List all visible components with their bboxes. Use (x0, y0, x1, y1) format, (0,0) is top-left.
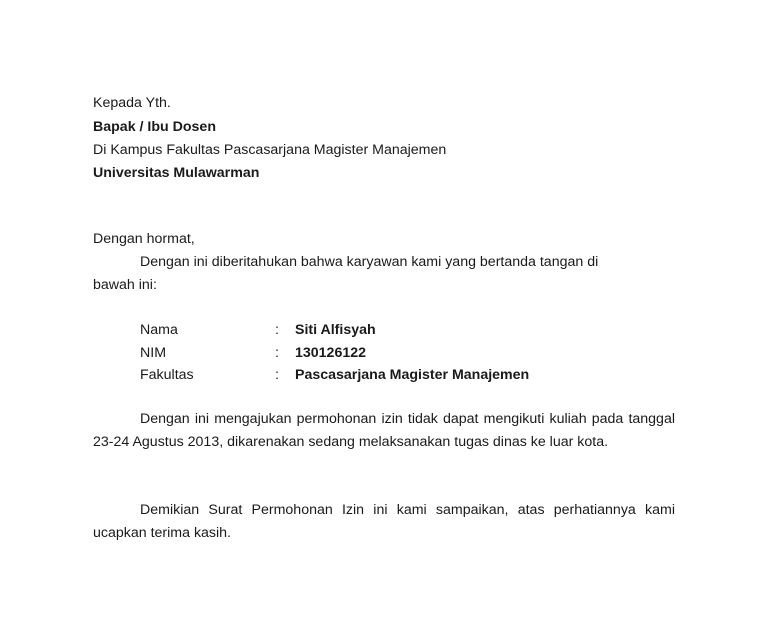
identity-separator: : (275, 367, 279, 383)
recipient-location: Di Kampus Fakultas Pascasarjana Magister Manajemen (93, 142, 447, 158)
intro-line-2: bawah ini: (93, 277, 157, 293)
closing-paragraph: Demikian Surat Permohonan Izin ini kami sampaikan, atas perhatiannya kami ucapkan terima kasih. (93, 502, 675, 541)
identity-label: NIM (140, 345, 167, 361)
greeting: Dengan hormat, (93, 231, 195, 247)
identity-separator: : (275, 322, 279, 338)
intro-line-1: Dengan ini diberitahukan bahwa karyawan kami yang bertanda tangan di (140, 254, 599, 270)
addressee: Bapak / Ibu Dosen (93, 119, 216, 135)
recipient-institution: Universitas Mulawarman (93, 165, 260, 181)
identity-value: Pascasarjana Magister Manajemen (295, 367, 530, 383)
salutation: Kepada Yth. (93, 95, 171, 111)
identity-value: 130126122 (295, 345, 367, 361)
identity-label: Nama (140, 322, 178, 338)
request-paragraph: Dengan ini mengajukan permohonan izin tidak dapat mengikuti kuliah pada tanggal 23-24 Agustus 2013, dikarenakan sedang melaksanakan tugas dinas ke luar kota. (93, 411, 675, 450)
identity-separator: : (275, 345, 279, 361)
identity-label: Fakultas (140, 367, 194, 383)
identity-value: Siti Alfisyah (295, 322, 376, 338)
